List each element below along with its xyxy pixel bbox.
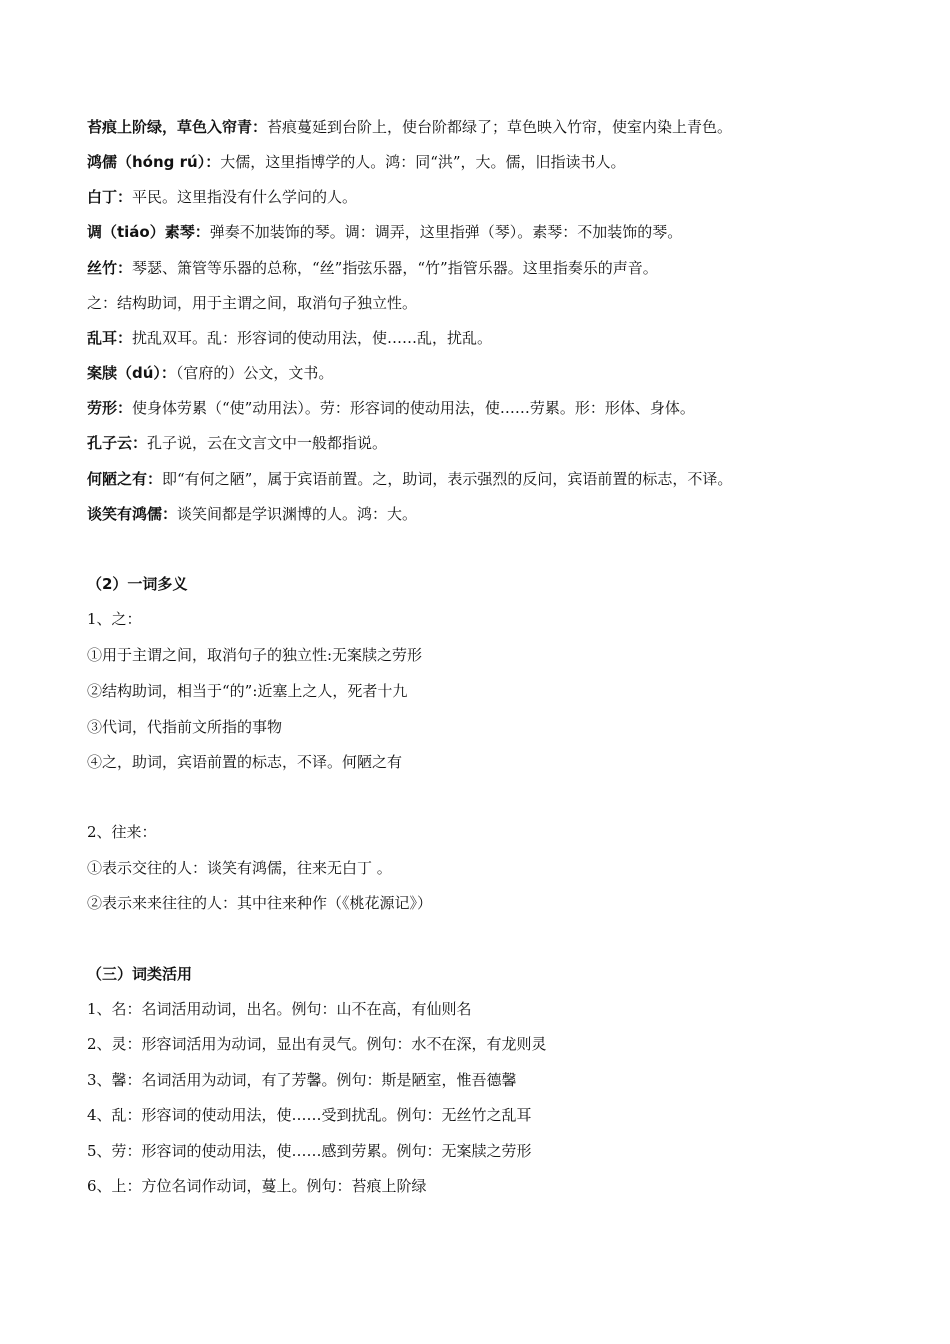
polysemy-item: ②表示来来往往的人：其中往来种作（《桃花源记》） [87, 894, 433, 912]
glossary-definition: 使身体劳累（“使”动用法）。劳：形容词的使动用法，使……劳累。形：形体、身体。 [132, 399, 695, 417]
glossary-definition: 平民。这里指没有什么学问的人。 [132, 188, 358, 206]
glossary-term: 白丁： [87, 188, 133, 206]
glossary-entry [87, 258, 658, 278]
glossary-definition: 大儒，这里指博学的人。鸿：同“洪”，大。儒，旧指读书人。 [220, 153, 626, 171]
glossary-entry [87, 363, 333, 383]
glossary-entry [87, 293, 417, 313]
glossary-entry [87, 469, 732, 489]
glossary-definition: （官府的）公文，文书。 [175, 364, 334, 382]
glossary-definition: 之：结构助词，用于主谓之间，取消句子独立性。 [87, 294, 418, 312]
glossary-definition: 即“有何之陋”，属于宾语前置。之，助词，表示强烈的反问，宾语前置的标志，不译。 [162, 470, 733, 488]
glossary-term: 劳形： [87, 399, 133, 417]
glossary-definition: 扰乱双耳。乱：形容词的使动用法，使……乱，扰乱。 [132, 329, 493, 347]
glossary-definition: 谈笑间都是学识渊博的人。鸿：大。 [177, 505, 418, 523]
word-class-item: 4、乱：形容词的使动用法，使……受到扰乱。例句：无丝竹之乱耳 [87, 1106, 532, 1124]
glossary-term: 丝竹： [87, 259, 133, 277]
word-class-item: 1、名：名词活用动词，出名。例句：山不在高，有仙则名 [87, 1000, 472, 1018]
glossary-definition: 苔痕蔓延到台阶上，使台阶都绿了；草色映入竹帘，使室内染上青色。 [267, 118, 733, 136]
polysemy-group-title: 2、往来： [87, 823, 157, 841]
section-heading-word-class: （三）词类活用 [87, 965, 193, 983]
glossary-term: 何陋之有： [87, 470, 163, 488]
glossary-entry [87, 504, 417, 524]
glossary-term: 孔子云： [87, 434, 148, 452]
glossary-term: 鸿儒（hóng rú）： [87, 153, 221, 171]
word-class-item: 6、上：方位名词作动词，蔓上。例句：苔痕上阶绿 [87, 1177, 427, 1195]
glossary-entry [87, 152, 626, 172]
section-heading-polysemy: （2）一词多义 [87, 575, 188, 593]
glossary-entry [87, 328, 492, 348]
glossary-term: 乱耳： [87, 329, 133, 347]
glossary-definition: 孔子说，云在文言文中一般都指说。 [147, 434, 388, 452]
glossary-term: 苔痕上阶绿，草色入帘青： [87, 118, 268, 136]
glossary-entry [87, 398, 695, 418]
glossary-entry [87, 187, 357, 207]
glossary-term: 谈笑有鸿儒： [87, 505, 178, 523]
glossary-entry [87, 222, 682, 242]
glossary-definition: 琴瑟、箫管等乐器的总称，“丝”指弦乐器，“竹”指管乐器。这里指奏乐的声音。 [132, 259, 658, 277]
polysemy-item: ①用于主谓之间，取消句子的独立性:无案牍之劳形 [87, 646, 423, 664]
polysemy-item: ③代词，代指前文所指的事物 [87, 718, 283, 736]
polysemy-item: ②结构助词，相当于“的”:近塞上之人，死者十九 [87, 682, 408, 700]
polysemy-item: ④之，助词，宾语前置的标志，不译。何陋之有 [87, 753, 403, 771]
word-class-item: 2、灵：形容词活用为动词，显出有灵气。例句：水不在深，有龙则灵 [87, 1035, 547, 1053]
glossary-definition: 弹奏不加装饰的琴。调：调弄，这里指弹（琴）。素琴：不加装饰的琴。 [209, 223, 683, 241]
glossary-term: 案牍（dú）： [87, 364, 176, 382]
glossary-entry [87, 433, 387, 453]
polysemy-item: ①表示交往的人：谈笑有鸿儒，往来无白丁 。 [87, 859, 392, 877]
glossary-entry [87, 117, 732, 137]
polysemy-group-title: 1、之： [87, 610, 142, 628]
glossary-term: 调（tiáo）素琴： [87, 223, 210, 241]
word-class-item: 5、劳：形容词的使动用法，使……感到劳累。例句：无案牍之劳形 [87, 1142, 532, 1160]
word-class-item: 3、馨：名词活用为动词，有了芳馨。例句：斯是陋室，惟吾德馨 [87, 1071, 517, 1089]
